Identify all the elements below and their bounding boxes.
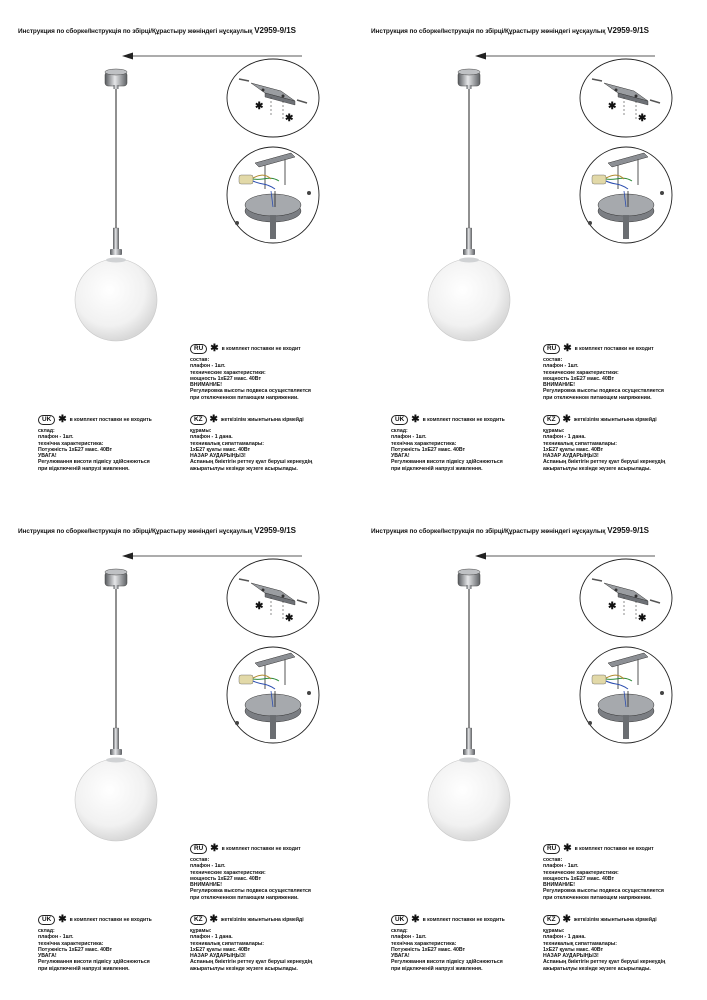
uk-line: технічна характеристика:	[38, 440, 104, 447]
ru-line: состав:	[190, 857, 210, 863]
ru-line: при отключенном питающем напряжении.	[543, 394, 652, 401]
kz-line: техникалық сипаттамалары:	[190, 940, 265, 947]
uk-line: при відключеній напрузі живлення.	[38, 465, 130, 472]
title-text: Инструкция по сборке/Інструкція по збірці/Құрастыру жөніндегі нұсқаулық	[18, 528, 253, 535]
instruction-title	[18, 26, 296, 35]
ru-line: плафон - 1шт.	[190, 363, 226, 370]
uk-line: склад:	[391, 928, 408, 934]
title-text: Инструкция по сборке/Інструкція по збірці/Құрастыру жөніндегі нұсқаулық	[371, 528, 606, 535]
kz-line: Аспаның биіктігін реттеу қуат беруші кернеудің	[543, 459, 666, 466]
ru-line: ВНИМАНИЕ!	[190, 382, 222, 389]
kz-line: құрамы:	[543, 428, 565, 434]
uk-line: плафон - 1шт.	[391, 434, 427, 441]
uk-line: Потужність 1хЕ27 макс. 40Вт	[38, 446, 113, 453]
star-icon: ✱	[58, 914, 67, 925]
uk-line: Потужність 1хЕ27 макс. 40Вт	[38, 946, 113, 953]
ru-line: при отключенном питающем напряжении.	[190, 894, 299, 901]
uk-note: в комплект поставки не входить	[69, 416, 152, 423]
ru-note: в комплект поставки не входит	[221, 345, 301, 352]
instruction-panel-top-left	[0, 0, 353, 500]
instruction-title	[18, 526, 296, 535]
kz-line: құрамы:	[190, 428, 212, 434]
uk-note: в комплект поставки не входить	[69, 916, 152, 923]
uk-line: плафон - 1шт.	[38, 934, 74, 941]
canopy-wiring-diagram	[578, 645, 674, 745]
kz-info-block	[190, 415, 312, 472]
uk-badge: UK	[391, 915, 408, 925]
mounting-bracket-diagram	[225, 57, 321, 139]
uk-line: УВАГА!	[391, 453, 410, 460]
kz-line: техникалық сипаттамалары:	[543, 440, 618, 447]
ru-line: ВНИМАНИЕ!	[543, 882, 575, 889]
kz-line: техникалық сипаттамалары:	[543, 940, 618, 947]
ru-line: ВНИМАНИЕ!	[543, 382, 575, 389]
kz-info-block	[543, 915, 665, 972]
ru-line: состав:	[543, 857, 563, 863]
instruction-title	[371, 26, 649, 35]
pendant-lamp-illustration	[423, 560, 518, 856]
uk-line: при відключеній напрузі живлення.	[391, 965, 483, 972]
kz-line: плафон - 1 дана.	[190, 934, 233, 941]
title-text: Инструкция по сборке/Інструкція по збірці/Құрастыру жөніндегі нұсқаулық	[18, 28, 253, 35]
kz-line: плафон - 1 дана.	[543, 934, 586, 941]
ru-badge: RU	[543, 844, 560, 854]
kz-line: плафон - 1 дана.	[543, 434, 586, 441]
kz-line: плафон - 1 дана.	[190, 434, 233, 441]
kz-note: жеткізілім жиынтығына кірмейді	[220, 416, 304, 423]
uk-line: УВАГА!	[38, 453, 57, 460]
ru-badge: RU	[190, 344, 207, 354]
uk-line: Регулювання висоти підвісу здійснюються	[391, 459, 503, 466]
model-code: V2959-9/1S	[254, 26, 296, 35]
diagram-marker-left: ✱	[255, 101, 264, 112]
model-code: V2959-9/1S	[607, 26, 649, 35]
pendant-lamp-illustration	[70, 560, 165, 856]
ru-note: в комплект поставки не входит	[574, 345, 654, 352]
ru-info-block	[190, 344, 311, 401]
kz-line: НАЗАР АУДАРЫҢЫЗ!	[543, 453, 599, 460]
model-code: V2959-9/1S	[254, 526, 296, 535]
kz-badge: KZ	[543, 415, 560, 425]
uk-line: УВАГА!	[391, 953, 410, 960]
uk-line: Потужність 1хЕ27 макс. 40Вт	[391, 446, 466, 453]
mounting-bracket-diagram	[225, 557, 321, 639]
ru-info-block	[190, 844, 311, 901]
uk-line: при відключеній напрузі живлення.	[38, 965, 130, 972]
ru-line: состав:	[543, 357, 563, 363]
star-icon: ✱	[411, 914, 420, 925]
kz-line: ажыратылуы кезінде жүзеге асырылады.	[543, 965, 651, 972]
ru-info-block	[543, 844, 664, 901]
canopy-wiring-diagram	[225, 145, 321, 245]
kz-badge: KZ	[190, 915, 207, 925]
uk-line: плафон - 1шт.	[391, 934, 427, 941]
ru-line: плафон - 1шт.	[543, 363, 579, 370]
uk-line: склад:	[391, 428, 408, 434]
ru-line: плафон - 1шт.	[543, 863, 579, 870]
ru-line: технические характеристики:	[543, 369, 619, 376]
kz-line: Аспаның биіктігін реттеу қуат беруші кернеудің	[190, 459, 313, 466]
uk-line: технічна характеристика:	[391, 940, 457, 947]
star-icon: ✱	[563, 343, 572, 354]
uk-info-block	[391, 915, 505, 972]
star-icon: ✱	[563, 843, 572, 854]
model-code: V2959-9/1S	[607, 526, 649, 535]
ru-note: в комплект поставки не входит	[574, 845, 654, 852]
star-icon: ✱	[411, 414, 420, 425]
kz-line: 1хЕ27 қуаты макс. 40Вт	[190, 446, 251, 453]
uk-badge: UK	[38, 915, 55, 925]
star-icon: ✱	[562, 414, 571, 425]
canopy-wiring-diagram	[225, 645, 321, 745]
diagram-marker-right: ✱	[638, 613, 647, 624]
uk-line: склад:	[38, 928, 55, 934]
kz-line: НАЗАР АУДАРЫҢЫЗ!	[190, 953, 246, 960]
ru-line: мощность 1хЕ27 макс. 40Вт	[543, 375, 614, 382]
instruction-title	[371, 526, 649, 535]
star-icon: ✱	[58, 414, 67, 425]
ru-line: состав:	[190, 357, 210, 363]
uk-line: Потужність 1хЕ27 макс. 40Вт	[391, 946, 466, 953]
uk-line: технічна характеристика:	[38, 940, 104, 947]
diagram-marker-right: ✱	[638, 113, 647, 124]
kz-badge: KZ	[543, 915, 560, 925]
ru-line: ВНИМАНИЕ!	[190, 882, 222, 889]
diagram-marker-right: ✱	[285, 613, 294, 624]
uk-info-block	[38, 415, 152, 472]
ru-line: при отключенном питающем напряжении.	[190, 394, 299, 401]
ru-line: технические характеристики:	[543, 869, 619, 876]
kz-line: НАЗАР АУДАРЫҢЫЗ!	[190, 453, 246, 460]
pendant-lamp-illustration	[423, 60, 518, 356]
star-icon: ✱	[210, 843, 219, 854]
ru-line: плафон - 1шт.	[190, 863, 226, 870]
ru-line: мощность 1хЕ27 макс. 40Вт	[190, 375, 261, 382]
uk-note: в комплект поставки не входить	[422, 416, 505, 423]
ru-line: мощность 1хЕ27 макс. 40Вт	[190, 875, 261, 882]
kz-line: НАЗАР АУДАРЫҢЫЗ!	[543, 953, 599, 960]
uk-info-block	[38, 915, 152, 972]
kz-line: құрамы:	[543, 928, 565, 934]
star-icon: ✱	[210, 343, 219, 354]
uk-line: плафон - 1шт.	[38, 434, 74, 441]
mounting-bracket-diagram	[578, 57, 674, 139]
kz-note: жеткізілім жиынтығына кірмейді	[573, 416, 657, 423]
uk-note: в комплект поставки не входить	[422, 916, 505, 923]
kz-line: техникалық сипаттамалары:	[190, 440, 265, 447]
ru-line: технические характеристики:	[190, 869, 266, 876]
kz-line: Аспаның биіктігін реттеу қуат беруші кернеудің	[543, 959, 666, 966]
kz-info-block	[190, 915, 312, 972]
uk-line: УВАГА!	[38, 953, 57, 960]
uk-line: технічна характеристика:	[391, 440, 457, 447]
ru-badge: RU	[190, 844, 207, 854]
ru-line: Регулировка высоты подвеса осуществляется	[543, 388, 664, 395]
ru-line: технические характеристики:	[190, 369, 266, 376]
uk-line: Регулювання висоти підвісу здійснюються	[38, 459, 150, 466]
mounting-bracket-diagram	[578, 557, 674, 639]
instruction-panel-top-right	[353, 0, 706, 500]
uk-line: склад:	[38, 428, 55, 434]
ru-info-block	[543, 344, 664, 401]
kz-line: 1хЕ27 қуаты макс. 40Вт	[190, 946, 251, 953]
uk-line: Регулювання висоти підвісу здійснюються	[38, 959, 150, 966]
kz-line: ажыратылуы кезінде жүзеге асырылады.	[190, 965, 298, 972]
uk-info-block	[391, 415, 505, 472]
title-text: Инструкция по сборке/Інструкція по збірці/Құрастыру жөніндегі нұсқаулық	[371, 28, 606, 35]
ru-line: мощность 1хЕ27 макс. 40Вт	[543, 875, 614, 882]
kz-info-block	[543, 415, 665, 472]
star-icon: ✱	[209, 414, 218, 425]
kz-line: 1хЕ27 қуаты макс. 40Вт	[543, 946, 604, 953]
diagram-marker-left: ✱	[255, 601, 264, 612]
ru-line: Регулировка высоты подвеса осуществляется	[190, 388, 311, 395]
ru-line: Регулировка высоты подвеса осуществляется	[543, 888, 664, 895]
instruction-panel-bottom-right	[353, 500, 706, 1000]
diagram-marker-left: ✱	[608, 601, 617, 612]
uk-line: Регулювання висоти підвісу здійснюються	[391, 959, 503, 966]
kz-line: ажыратылуы кезінде жүзеге асырылады.	[543, 465, 651, 472]
uk-badge: UK	[38, 415, 55, 425]
ru-line: Регулировка высоты подвеса осуществляется	[190, 888, 311, 895]
kz-note: жеткізілім жиынтығына кірмейді	[220, 916, 304, 923]
diagram-marker-left: ✱	[608, 101, 617, 112]
star-icon: ✱	[562, 914, 571, 925]
kz-note: жеткізілім жиынтығына кірмейді	[573, 916, 657, 923]
canopy-wiring-diagram	[578, 145, 674, 245]
diagram-marker-right: ✱	[285, 113, 294, 124]
star-icon: ✱	[209, 914, 218, 925]
instruction-panel-bottom-left	[0, 500, 353, 1000]
kz-line: 1хЕ27 қуаты макс. 40Вт	[543, 446, 604, 453]
pendant-lamp-illustration	[70, 60, 165, 356]
kz-line: ажыратылуы кезінде жүзеге асырылады.	[190, 465, 298, 472]
kz-line: құрамы:	[190, 928, 212, 934]
uk-badge: UK	[391, 415, 408, 425]
ru-note: в комплект поставки не входит	[221, 845, 301, 852]
kz-line: Аспаның биіктігін реттеу қуат беруші кернеудің	[190, 959, 313, 966]
ru-line: при отключенном питающем напряжении.	[543, 894, 652, 901]
kz-badge: KZ	[190, 415, 207, 425]
uk-line: при відключеній напрузі живлення.	[391, 465, 483, 472]
ru-badge: RU	[543, 344, 560, 354]
